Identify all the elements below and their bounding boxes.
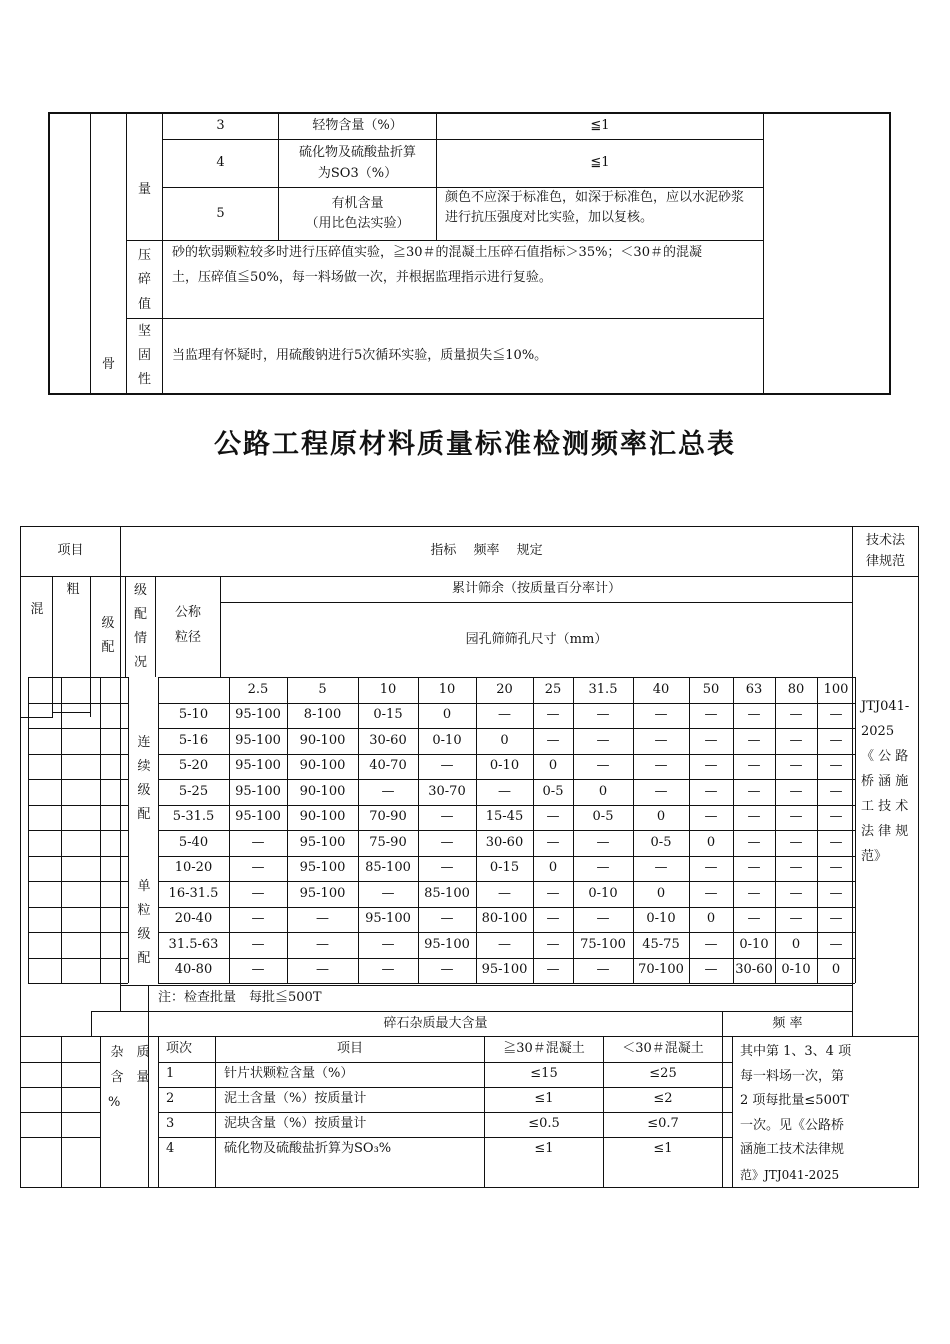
row-value-line: 进行抗压强度对比实验，加以复核。 <box>445 210 654 226</box>
grading-value: 15-45 <box>485 809 524 825</box>
grading-value: 0-10 <box>489 758 520 774</box>
grading-value: — <box>829 911 843 927</box>
grading-value: — <box>546 809 560 825</box>
impurity-label-line: % <box>108 1095 121 1110</box>
grading-value: 0-15 <box>489 860 520 876</box>
sieve-col-header: 80 <box>787 681 805 697</box>
grading-value: 0-10 <box>781 962 811 978</box>
impurity-ge30: ≤15 <box>530 1066 558 1082</box>
law-line: 范》 <box>861 849 888 864</box>
grading-size: 40-80 <box>174 962 213 978</box>
grading-value: 30-70 <box>428 783 466 799</box>
grading-size: 5-20 <box>178 758 209 774</box>
grading-value: 45-75 <box>642 936 680 952</box>
grading-value: — <box>546 962 560 978</box>
grading-value: — <box>498 707 511 723</box>
grading-value: 40-70 <box>369 758 407 774</box>
frequency-line: 一次。见《公路桥 <box>740 1117 845 1133</box>
grading-value: — <box>654 732 668 748</box>
grading-value: 95-100 <box>365 911 411 927</box>
grading-value: 90-100 <box>299 783 346 799</box>
row-value <box>445 188 761 240</box>
grading-value: 0 <box>706 834 716 850</box>
grading-value: 90-100 <box>299 758 346 774</box>
grading-value: — <box>440 860 454 876</box>
grading-value: — <box>654 707 668 723</box>
group-single-char: 粒 <box>137 902 151 918</box>
grading-value: — <box>654 860 668 876</box>
grading-value: — <box>829 860 843 876</box>
sieve-col-header: 63 <box>745 681 763 697</box>
group-single-char: 配 <box>137 951 151 967</box>
impurity-lt30: ≤2 <box>653 1091 673 1107</box>
grading-value: — <box>829 758 843 774</box>
row-item-line: 为SO3（%） <box>317 165 398 181</box>
grading-value: 75-90 <box>369 834 407 850</box>
impurity-ge30: ≤1 <box>534 1141 554 1157</box>
group-single-char: 单 <box>137 878 151 894</box>
grading-value: — <box>596 962 610 978</box>
grading-value: — <box>251 911 265 927</box>
grading-value: — <box>789 707 803 723</box>
impurity-ge30: ≤0.5 <box>528 1116 560 1132</box>
grading-value: — <box>747 732 761 748</box>
grading-value: — <box>381 962 395 978</box>
bone-label: 骨 <box>101 356 115 372</box>
grading-condition-char: 级 <box>133 582 147 598</box>
grading-value: — <box>654 783 668 799</box>
grading-value: 0 <box>656 809 666 825</box>
side-mix: 混 <box>30 601 44 617</box>
grading-value: — <box>789 732 803 748</box>
grading-value: — <box>316 936 329 952</box>
row-item-line: 有机含量 <box>331 195 384 211</box>
grading-value: 85-100 <box>424 885 470 901</box>
grading-value: 0-10 <box>646 911 676 927</box>
sieve-col-header: 10 <box>438 681 456 697</box>
grading-value: 0 <box>706 911 716 927</box>
firm-char: 固 <box>137 347 151 363</box>
grading-value: — <box>704 809 718 825</box>
grading-value: — <box>829 834 843 850</box>
group-continuous-char: 级 <box>137 783 151 798</box>
crush-char: 值 <box>137 296 151 312</box>
sieve-col-header: 100 <box>823 681 849 697</box>
impurity-label <box>104 1040 156 1115</box>
grading-value: — <box>596 732 610 748</box>
frequency-line: 涵施工技术法律规 <box>740 1142 845 1157</box>
grading-value: — <box>546 936 560 952</box>
sieve-col-header: 2.5 <box>247 681 269 697</box>
grading-value: — <box>251 885 265 901</box>
grading-value: 70-90 <box>369 809 407 825</box>
grading-value: — <box>440 758 454 774</box>
impurity-header-lt30: ＜30＃混凝土 <box>622 1041 704 1057</box>
frequency-line: 每一料场一次，第 <box>740 1068 845 1084</box>
grading-value: — <box>498 936 511 952</box>
grading-value: — <box>747 860 761 876</box>
grading-value: — <box>596 860 610 876</box>
grading-value: — <box>789 783 803 799</box>
grading-size: 5-16 <box>178 732 209 748</box>
grading-value: — <box>789 758 803 774</box>
group-single <box>130 871 158 975</box>
grading-value: 0-5 <box>592 809 614 825</box>
crush-char: 压 <box>137 248 151 264</box>
impurity-lt30: ≤1 <box>653 1141 673 1157</box>
grading-value: — <box>546 834 560 850</box>
row-no: 4 <box>216 155 225 171</box>
grading-value: 0 <box>442 707 452 723</box>
grading-value: — <box>440 809 454 825</box>
grading-value: — <box>251 834 265 850</box>
cumulative-label: 累计筛余（按质量百分率计） <box>451 581 621 597</box>
grading-value: 95-100 <box>481 962 528 978</box>
crush-line: 土，压碎值≦50%，每一料场做一次，并根据监理指示进行复验。 <box>172 269 552 285</box>
impurity-item: 泥块含量（%）按质量计 <box>224 1116 367 1132</box>
grading-value: — <box>251 936 265 952</box>
impurity-item: 泥土含量（%）按质量计 <box>224 1091 367 1107</box>
header-indicators: 指标 频率 规定 <box>430 543 543 559</box>
firm-label <box>127 319 162 393</box>
crush-label <box>127 243 162 318</box>
grading-value: 0-5 <box>650 834 672 850</box>
grading-value: — <box>829 732 843 748</box>
impurity-header-no: 项次 <box>166 1041 193 1057</box>
grading-value: — <box>440 834 454 850</box>
group-single-char: 级 <box>137 927 151 942</box>
grading-value: — <box>381 885 395 901</box>
impurity-no: 3 <box>166 1116 175 1132</box>
header-law-line: 律规范 <box>865 553 905 569</box>
grading-size: 20-40 <box>174 911 213 927</box>
grading-value: 0 <box>548 860 558 876</box>
row-item <box>279 188 436 240</box>
law-text <box>861 694 917 869</box>
nominal-size <box>156 598 220 654</box>
grading-value: — <box>704 732 718 748</box>
grading-value: 30-60 <box>369 732 407 748</box>
frequency-label: 频 率 <box>772 1015 803 1031</box>
sieve-col-header: 40 <box>652 681 670 697</box>
grading-value: 0-5 <box>542 783 564 799</box>
grading-size: 5-31.5 <box>172 809 215 825</box>
impurity-no: 4 <box>166 1141 175 1157</box>
impurity-header-item: 项目 <box>336 1041 363 1057</box>
impurity-item: 硫化物及硫酸盐折算为SO₃% <box>224 1141 392 1157</box>
sieve-size-label: 园孔筛筛孔尺寸（mm） <box>465 631 608 647</box>
grading-value: — <box>596 707 610 723</box>
grading-value: — <box>596 758 610 774</box>
grading-value: — <box>789 911 803 927</box>
grading-value: — <box>498 885 511 901</box>
grading-value: 95-100 <box>235 732 281 748</box>
grading-size: 16-31.5 <box>168 885 219 901</box>
law-line: JTJ041- <box>861 699 910 714</box>
grading-value: 30-60 <box>735 962 773 978</box>
grading-value: — <box>251 962 265 978</box>
grading-condition-char: 情 <box>133 631 147 646</box>
nominal-size-line: 粒径 <box>174 630 201 645</box>
grading-value: — <box>440 911 454 927</box>
header-law-line: 技术法 <box>865 533 905 549</box>
grading-value: — <box>316 962 329 978</box>
law-line: 2025 <box>861 724 895 739</box>
grading-value: 0-10 <box>739 936 769 952</box>
grading-value: — <box>747 885 761 901</box>
grading-value: 90-100 <box>299 732 346 748</box>
impurity-item: 针片状颗粒含量（%） <box>224 1066 354 1082</box>
grading-value: — <box>546 885 560 901</box>
grading-value: 95-100 <box>235 783 281 799</box>
nominal-size-line: 公称 <box>174 605 201 621</box>
grading-value: — <box>704 885 718 901</box>
grading-value: — <box>789 860 803 876</box>
grading-value: 0-10 <box>588 885 618 901</box>
grading-value: — <box>704 962 718 978</box>
grading-value: — <box>829 707 843 723</box>
side-coarse: 粗 <box>66 581 80 597</box>
grading-value: 95-100 <box>299 834 346 850</box>
grading-value: 95-100 <box>424 936 470 952</box>
crush-char: 碎 <box>137 272 151 288</box>
row-item-line: 硫化物及硫酸盐折算 <box>298 145 416 161</box>
grading-value: — <box>747 758 761 774</box>
grading-value: — <box>704 758 718 774</box>
grading-value: — <box>251 860 265 876</box>
grading-value: 95-100 <box>299 860 346 876</box>
header-item: 项目 <box>57 543 84 559</box>
quantity-label: 量 <box>137 181 151 197</box>
grading-value: — <box>829 936 843 952</box>
grading-size: 5-10 <box>178 707 209 723</box>
grading-value: 85-100 <box>365 860 411 876</box>
grading-value: — <box>704 707 718 723</box>
grading-value: — <box>546 707 560 723</box>
page-title: 公路工程原材料质量标准检测频率汇总表 <box>214 429 736 460</box>
grading-value: — <box>381 936 395 952</box>
frequency-line: 2 项每批量≤500T <box>740 1093 849 1108</box>
grading-value: — <box>747 707 761 723</box>
grading-value: — <box>316 911 329 927</box>
grading-value: 95-100 <box>299 885 346 901</box>
grading-value: 95-100 <box>235 758 281 774</box>
grading-condition-char: 况 <box>133 655 147 671</box>
grading-value: — <box>704 783 718 799</box>
sieve-col-header: 31.5 <box>588 681 618 697</box>
firm-char: 性 <box>137 372 151 388</box>
law-line: 工 技 术 <box>861 799 909 814</box>
sieve-col-header: 50 <box>702 681 720 697</box>
row-item <box>279 140 436 187</box>
grading-value: 0 <box>500 732 509 748</box>
grading-condition-char: 配 <box>133 606 147 622</box>
grading-value: — <box>498 783 511 799</box>
grading-value: — <box>747 834 761 850</box>
grading-value: — <box>381 783 395 799</box>
row-value-line: 颜色不应深于标准色，如深于标准色，应以水泥砂浆 <box>445 190 745 205</box>
impurity-ge30: ≤1 <box>534 1091 554 1107</box>
grading-value: — <box>829 885 843 901</box>
law-line: 《 公 路 <box>861 749 909 764</box>
impurity-lt30: ≤0.7 <box>647 1116 679 1132</box>
row-item: 轻物含量（%） <box>312 117 403 133</box>
grading-value: 0-10 <box>432 732 462 748</box>
grading-value: 70-100 <box>638 962 684 978</box>
law-line: 桥 涵 施 <box>861 774 909 789</box>
side-grading-char: 配 <box>101 640 115 655</box>
crush-text <box>172 241 762 318</box>
note: 注：检查批量 每批≦500T <box>158 989 322 1005</box>
sieve-col-header: 5 <box>318 681 327 697</box>
grading-value: 75-100 <box>580 936 626 952</box>
group-continuous-char: 连 <box>137 734 151 750</box>
grading-value: — <box>596 834 610 850</box>
impurity-no: 2 <box>166 1091 175 1107</box>
sieve-col-header: 20 <box>496 681 513 697</box>
grading-value: 95-100 <box>235 707 281 723</box>
header-law <box>853 527 918 576</box>
side-grading <box>91 608 125 664</box>
grading-value: 30-60 <box>485 834 524 850</box>
impurity-label-line: 含 量 <box>110 1070 150 1085</box>
grading-value: 90-100 <box>299 809 346 825</box>
firm-text: 当监理有怀疑时，用硫酸钠进行5次循环实验，质量损失≦10%。 <box>172 347 548 363</box>
impurity-lt30: ≤25 <box>649 1066 677 1082</box>
frequency-line: 范》JTJ041-2025 <box>740 1167 840 1182</box>
grading-size: 5-40 <box>178 834 209 850</box>
frequency-text <box>740 1040 852 1187</box>
group-continuous-char: 续 <box>137 758 151 774</box>
grading-value: — <box>789 809 803 825</box>
grading-value: — <box>704 860 718 876</box>
impurity-label-line: 杂 质 <box>110 1045 150 1060</box>
row-no: 5 <box>216 205 225 221</box>
impurity-title: 碎石杂质最大含量 <box>383 1015 488 1031</box>
side-grading-char: 级 <box>101 615 115 631</box>
grading-value: 0 <box>598 783 608 799</box>
grading-value: — <box>654 758 668 774</box>
sieve-col-header: 25 <box>544 681 562 697</box>
sieve-col-header: 10 <box>379 681 397 697</box>
grading-value: 95-100 <box>235 809 281 825</box>
grading-value: — <box>789 834 803 850</box>
frequency-line: 其中第 1、3、4 项 <box>740 1044 852 1059</box>
grading-value: — <box>747 783 761 799</box>
row-value: ≦1 <box>590 117 610 133</box>
grading-value: — <box>829 783 843 799</box>
grading-value: 0 <box>791 936 801 952</box>
firm-char: 坚 <box>137 323 151 339</box>
grading-condition <box>126 578 155 676</box>
grading-value: — <box>546 732 560 748</box>
impurity-no: 1 <box>166 1066 175 1082</box>
grading-value: — <box>704 936 718 952</box>
impurity-header-ge30: ≧30＃混凝土 <box>503 1041 585 1057</box>
law-line: 法 律 规 <box>861 824 909 839</box>
grading-value: — <box>789 885 803 901</box>
grading-size: 5-25 <box>178 783 209 799</box>
grading-value: 8-100 <box>303 707 342 723</box>
grading-value: 0 <box>548 758 558 774</box>
grading-value: 0-15 <box>373 707 403 723</box>
row-item-line: （用比色法实验） <box>305 216 410 231</box>
grading-value: — <box>546 911 560 927</box>
row-no: 3 <box>216 117 225 133</box>
grading-value: 80-100 <box>481 911 528 927</box>
grading-size: 31.5-63 <box>168 936 219 952</box>
grading-size: 10-20 <box>174 860 213 876</box>
grading-value: — <box>747 809 761 825</box>
grading-value: 0 <box>831 962 841 978</box>
grading-value: — <box>596 911 610 927</box>
grading-value: — <box>747 911 761 927</box>
group-continuous-char: 配 <box>137 807 151 823</box>
row-value: ≦1 <box>590 155 610 171</box>
crush-line: 砂的软弱颗粒较多时进行压碎值实验，≧30＃的混凝土压碎石值指标＞35%；＜30＃的混凝 <box>172 245 702 260</box>
group-continuous <box>130 727 158 831</box>
grading-value: 0 <box>656 885 666 901</box>
grading-value: — <box>440 962 454 978</box>
grading-value: — <box>829 809 843 825</box>
